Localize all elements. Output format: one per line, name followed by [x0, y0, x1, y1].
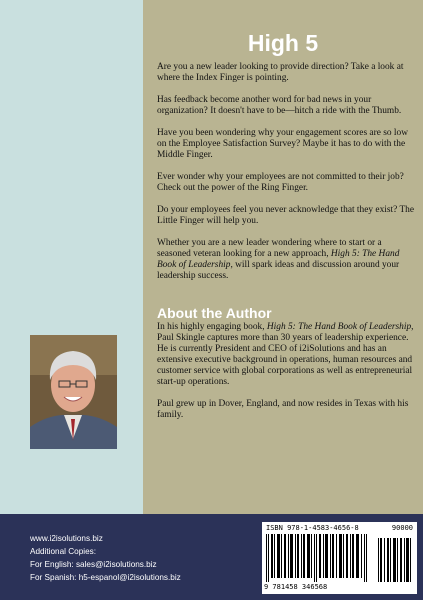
bio-book-title: High 5: The Hand Book of Leadership	[266, 322, 412, 332]
barcode-bars	[266, 534, 370, 582]
author-residence: Paul grew up in Dover, England, and now resides in Texas with his family.	[157, 399, 409, 420]
blurb-paragraph: Has feedback become another word for bad news in your organization? It doesn't have to be—hitch a ride with the Thumb.	[157, 95, 402, 116]
blurb-paragraph: Are you a new leader looking to provide direction? Take a look at where the Index Finger is pointing.	[157, 62, 404, 83]
isbn-number: ISBN 978-1-4583-4656-8	[266, 524, 359, 532]
blurb-closing	[157, 238, 415, 282]
contact-info	[30, 532, 181, 584]
blurb-paragraph: Do your employees feel you never acknowledge that they exist? The Little Finger will help you.	[157, 205, 415, 226]
blurb-paragraph: Ever wonder why your employees are not committed to their job? Check out the power of the Ring Finger.	[157, 172, 404, 193]
author-bio	[157, 322, 415, 388]
closing-text-end: , will spark ideas and discussion around your leadership success.	[157, 260, 400, 281]
website-link[interactable]: www.i2isolutions.biz	[30, 534, 103, 543]
blurb	[157, 62, 415, 293]
blurb-paragraph: Have you been wondering why your engagement scores are so low on the Employee Satisfaction Survey? Maybe it has to do with the Middle Finger.	[157, 128, 408, 160]
closing-book-title: High 5: The Hand Book of Leadership	[157, 249, 400, 270]
spanish-contact[interactable]: For Spanish: h5-espanol@i2isolutions.biz	[30, 573, 181, 582]
isbn-barcode	[262, 522, 417, 594]
author-photo	[30, 335, 117, 449]
book-title: High 5	[247, 30, 319, 56]
bio-text: In his highly engaging book,	[157, 322, 265, 332]
bio-text-end: , Paul Skingle captures more than 30 years of leadership experience. He is currently President and CEO of i2iSolutions and has an extensive executive background in operations, human resources and customer service with global corporations as well as entrepreneurial start-up operations.	[157, 322, 414, 387]
price-code: 90000	[391, 524, 413, 532]
closing-text: Whether you are a new leader wondering where to start or a seasoned veteran looking for a new approach,	[157, 238, 382, 259]
additional-copies-label: Additional Copies:	[30, 547, 96, 556]
addon-barcode-bars	[378, 534, 412, 582]
about-author	[157, 322, 415, 432]
barcode-digits: 9 781458 346568	[264, 583, 328, 591]
about-author-heading: About the Author	[157, 305, 272, 321]
english-contact[interactable]: For English: sales@i2isolutions.biz	[30, 560, 157, 569]
